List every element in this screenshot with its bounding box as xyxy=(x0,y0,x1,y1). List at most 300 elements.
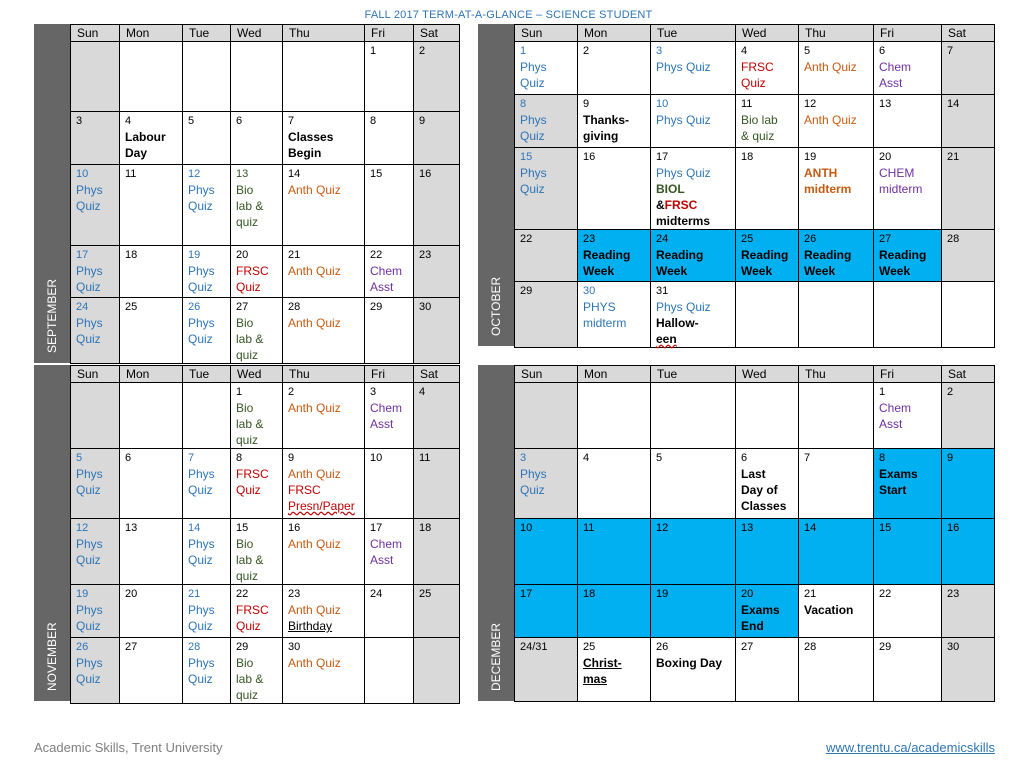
day-cell[interactable] xyxy=(283,246,365,298)
day-cell[interactable] xyxy=(578,519,651,585)
day-number: 30 xyxy=(583,285,596,297)
day-number: 18 xyxy=(583,588,596,600)
event-label: Asst xyxy=(879,76,903,90)
day-cell[interactable] xyxy=(414,585,460,638)
event-label: Chem xyxy=(370,537,403,551)
day-cell[interactable] xyxy=(365,112,414,165)
event-text xyxy=(583,263,645,279)
day-cell[interactable] xyxy=(942,95,995,148)
day-cell[interactable] xyxy=(414,383,460,449)
day-cell[interactable] xyxy=(283,112,365,165)
event-label: Asst xyxy=(370,417,394,431)
day-cell[interactable] xyxy=(799,449,874,519)
event-text xyxy=(879,247,936,263)
day-cell[interactable] xyxy=(183,383,231,449)
day-cell[interactable] xyxy=(874,638,942,702)
day-cell[interactable] xyxy=(874,449,942,519)
day-number: 8 xyxy=(520,98,527,110)
event-label: Phys xyxy=(76,603,103,617)
day-number: 9 xyxy=(419,115,426,127)
day-cell[interactable] xyxy=(231,246,283,298)
event-label: midterm xyxy=(879,182,923,196)
event-text xyxy=(188,552,225,568)
day-number: 6 xyxy=(236,115,243,127)
day-cell[interactable] xyxy=(515,383,578,449)
event-label: Anth Quiz xyxy=(288,656,341,670)
event-text xyxy=(879,482,936,498)
day-cell[interactable] xyxy=(874,148,942,230)
day-cell[interactable] xyxy=(231,42,283,112)
day-number: 27 xyxy=(125,641,138,653)
day-cell[interactable] xyxy=(120,42,183,112)
event-text xyxy=(879,400,936,416)
event-label: Phys xyxy=(188,183,215,197)
day-cell[interactable] xyxy=(365,449,414,519)
day-header: Tue xyxy=(183,366,231,383)
day-cell[interactable] xyxy=(71,246,120,298)
event-label: Anth Quiz xyxy=(288,467,341,481)
day-number: 4 xyxy=(583,452,590,464)
day-cell[interactable] xyxy=(651,519,736,585)
day-cell[interactable] xyxy=(799,42,874,95)
day-cell[interactable] xyxy=(231,638,283,704)
day-cell[interactable] xyxy=(283,42,365,112)
day-number: 27 xyxy=(879,233,892,245)
day-number: 30 xyxy=(947,641,960,653)
event-text xyxy=(741,59,793,75)
day-number: 16 xyxy=(419,168,432,180)
day-cell[interactable] xyxy=(799,148,874,230)
event-label: Phys xyxy=(520,113,547,127)
day-cell[interactable] xyxy=(414,246,460,298)
day-cell[interactable] xyxy=(515,282,578,348)
event-text xyxy=(288,263,359,279)
day-cell[interactable] xyxy=(231,112,283,165)
event-label: lab & xyxy=(236,332,264,346)
day-cell[interactable] xyxy=(942,42,995,95)
day-number: 24/31 xyxy=(520,641,548,653)
day-cell[interactable] xyxy=(736,42,799,95)
day-cell[interactable] xyxy=(515,638,578,702)
day-cell[interactable] xyxy=(283,298,365,364)
day-cell[interactable] xyxy=(414,519,460,585)
day-number: 19 xyxy=(188,249,201,261)
day-number: 27 xyxy=(236,301,249,313)
day-cell[interactable] xyxy=(283,585,365,638)
day-number: 9 xyxy=(583,98,590,110)
day-cell[interactable] xyxy=(231,519,283,585)
day-number: 11 xyxy=(125,168,137,180)
day-number: 26 xyxy=(656,641,669,653)
day-cell[interactable] xyxy=(71,165,120,246)
day-number: 8 xyxy=(370,115,377,127)
day-cell[interactable] xyxy=(874,282,942,348)
event-text xyxy=(76,655,114,671)
day-number: 2 xyxy=(288,386,295,398)
day-cell[interactable] xyxy=(365,383,414,449)
day-cell[interactable] xyxy=(71,383,120,449)
event-label: Week xyxy=(741,264,773,278)
day-cell[interactable] xyxy=(874,383,942,449)
day-number: 23 xyxy=(947,588,960,600)
event-label: Quiz xyxy=(76,672,101,686)
day-cell[interactable] xyxy=(120,585,183,638)
day-cell[interactable] xyxy=(515,230,578,282)
day-cell[interactable] xyxy=(231,449,283,519)
day-cell[interactable] xyxy=(183,585,231,638)
day-cell[interactable] xyxy=(515,519,578,585)
event-text xyxy=(804,602,868,618)
day-cell[interactable] xyxy=(736,148,799,230)
day-cell[interactable] xyxy=(183,519,231,585)
week-row xyxy=(515,230,995,282)
event-label: Phys xyxy=(76,183,103,197)
day-cell[interactable] xyxy=(651,638,736,702)
day-cell[interactable] xyxy=(515,148,578,230)
event-text xyxy=(741,128,793,144)
event-label: Phys xyxy=(520,60,547,74)
day-cell[interactable] xyxy=(283,165,365,246)
day-cell[interactable] xyxy=(71,42,120,112)
day-cell[interactable] xyxy=(71,449,120,519)
day-header: Sat xyxy=(942,366,995,383)
day-cell[interactable] xyxy=(71,585,120,638)
day-cell[interactable] xyxy=(578,638,651,702)
event-text xyxy=(520,75,572,91)
event-label: Boxing Day xyxy=(656,656,723,670)
day-cell[interactable] xyxy=(283,449,365,519)
event-label: quiz xyxy=(236,433,259,447)
day-cell[interactable] xyxy=(365,165,414,246)
event-text xyxy=(656,112,730,128)
day-number: 14 xyxy=(947,98,960,110)
day-number: 2 xyxy=(947,386,954,398)
day-number: 24 xyxy=(656,233,669,245)
day-cell[interactable] xyxy=(578,42,651,95)
day-cell[interactable] xyxy=(515,585,578,638)
week-row xyxy=(515,585,995,638)
event-label: Quiz xyxy=(520,76,545,90)
day-cell[interactable] xyxy=(120,165,183,246)
day-cell[interactable] xyxy=(231,165,283,246)
day-cell[interactable] xyxy=(874,585,942,638)
event-label: Anth Quiz xyxy=(804,113,857,127)
day-number: 28 xyxy=(804,641,817,653)
week-row xyxy=(71,165,460,246)
event-text xyxy=(236,536,277,552)
day-cell[interactable] xyxy=(799,95,874,148)
event-text xyxy=(76,552,114,568)
event-text xyxy=(188,279,225,295)
event-label: Exams xyxy=(879,467,918,481)
event-label: midterm xyxy=(583,316,627,330)
day-cell[interactable] xyxy=(183,165,231,246)
month-label xyxy=(34,365,70,701)
day-cell[interactable] xyxy=(365,638,414,704)
event-label: Day xyxy=(125,146,148,160)
day-number: 10 xyxy=(76,168,89,180)
day-cell[interactable] xyxy=(942,585,995,638)
day-cell[interactable] xyxy=(874,42,942,95)
day-cell[interactable] xyxy=(231,585,283,638)
day-cell[interactable] xyxy=(651,95,736,148)
day-cell[interactable] xyxy=(942,148,995,230)
day-cell[interactable] xyxy=(736,95,799,148)
day-cell[interactable] xyxy=(578,230,651,282)
day-cell[interactable] xyxy=(799,638,874,702)
event-label: Quiz xyxy=(188,199,213,213)
day-cell[interactable] xyxy=(578,585,651,638)
day-number: 13 xyxy=(741,522,754,534)
day-cell[interactable] xyxy=(414,449,460,519)
event-text xyxy=(583,671,645,687)
event-text xyxy=(76,182,114,198)
event-label: Phys xyxy=(76,537,103,551)
event-label: FRSC xyxy=(288,483,321,497)
day-cell[interactable] xyxy=(183,638,231,704)
event-label: Phys xyxy=(76,467,103,481)
day-cell[interactable] xyxy=(578,148,651,230)
day-cell[interactable] xyxy=(799,230,874,282)
event-label: Bio lab xyxy=(741,113,778,127)
day-cell[interactable] xyxy=(736,638,799,702)
day-cell[interactable] xyxy=(365,298,414,364)
day-cell[interactable] xyxy=(799,585,874,638)
day-cell[interactable] xyxy=(942,383,995,449)
event-text xyxy=(741,602,793,618)
event-text xyxy=(76,482,114,498)
day-number: 8 xyxy=(236,452,243,464)
day-cell[interactable] xyxy=(942,519,995,585)
day-cell[interactable] xyxy=(120,383,183,449)
day-number: 17 xyxy=(656,151,669,163)
event-text xyxy=(76,466,114,482)
day-cell[interactable] xyxy=(414,298,460,364)
day-number: 21 xyxy=(804,588,817,600)
day-cell[interactable] xyxy=(120,449,183,519)
day-cell[interactable] xyxy=(414,165,460,246)
event-text xyxy=(656,299,730,315)
day-cell[interactable] xyxy=(874,230,942,282)
event-text xyxy=(76,602,114,618)
day-cell[interactable] xyxy=(365,246,414,298)
week-row xyxy=(515,95,995,148)
day-number: 18 xyxy=(741,151,754,163)
day-cell[interactable] xyxy=(874,519,942,585)
day-cell[interactable] xyxy=(651,282,736,348)
day-cell[interactable] xyxy=(736,449,799,519)
day-cell[interactable] xyxy=(942,282,995,348)
day-cell[interactable] xyxy=(736,585,799,638)
day-cell[interactable] xyxy=(651,585,736,638)
event-text xyxy=(879,263,936,279)
event-text xyxy=(288,182,359,198)
month-table xyxy=(70,365,460,704)
event-label: quiz xyxy=(236,215,259,229)
event-text xyxy=(188,536,225,552)
day-cell[interactable] xyxy=(736,282,799,348)
event-text xyxy=(236,466,277,482)
event-text xyxy=(741,112,793,128)
day-cell[interactable] xyxy=(942,230,995,282)
day-cell[interactable] xyxy=(515,42,578,95)
event-label: Phys xyxy=(188,537,215,551)
day-cell[interactable] xyxy=(578,449,651,519)
day-header: Mon xyxy=(120,366,183,383)
day-cell[interactable] xyxy=(799,519,874,585)
day-cell[interactable] xyxy=(578,383,651,449)
day-cell[interactable] xyxy=(231,298,283,364)
event-text xyxy=(76,618,114,634)
day-number: 29 xyxy=(370,301,383,313)
day-cell[interactable] xyxy=(799,282,874,348)
day-number: 13 xyxy=(879,98,892,110)
event-text xyxy=(804,263,868,279)
event-label: FRSC xyxy=(236,603,269,617)
day-number: 17 xyxy=(76,249,89,261)
day-cell[interactable] xyxy=(71,298,120,364)
day-number: 25 xyxy=(419,588,432,600)
day-cell[interactable] xyxy=(515,95,578,148)
day-cell[interactable] xyxy=(578,282,651,348)
event-text xyxy=(236,400,277,416)
day-cell[interactable] xyxy=(651,148,736,230)
event-label: Anth Quiz xyxy=(804,60,857,74)
day-number: 1 xyxy=(520,45,527,57)
event-text xyxy=(741,466,793,482)
week-row xyxy=(515,148,995,230)
day-cell[interactable] xyxy=(515,449,578,519)
day-cell[interactable] xyxy=(183,449,231,519)
day-cell[interactable] xyxy=(414,112,460,165)
day-header: Fri xyxy=(365,366,414,383)
day-cell[interactable] xyxy=(651,42,736,95)
day-cell[interactable] xyxy=(283,638,365,704)
event-text xyxy=(188,618,225,634)
day-cell[interactable] xyxy=(365,519,414,585)
day-header: Thu xyxy=(799,25,874,42)
day-cell[interactable] xyxy=(651,383,736,449)
event-text xyxy=(236,331,277,347)
event-text xyxy=(76,331,114,347)
day-cell[interactable] xyxy=(578,95,651,148)
day-number: 11 xyxy=(583,522,595,534)
event-label: Phys xyxy=(76,316,103,330)
day-cell[interactable] xyxy=(120,519,183,585)
day-header: Sun xyxy=(71,366,120,383)
day-cell[interactable] xyxy=(120,246,183,298)
day-cell[interactable] xyxy=(283,383,365,449)
event-text xyxy=(804,165,868,181)
event-label: Quiz xyxy=(520,182,545,196)
day-cell[interactable] xyxy=(71,638,120,704)
day-cell[interactable] xyxy=(414,42,460,112)
event-label: Phys xyxy=(76,264,103,278)
day-header: Sun xyxy=(71,25,120,42)
event-text xyxy=(76,279,114,295)
day-cell[interactable] xyxy=(414,638,460,704)
day-cell[interactable] xyxy=(651,449,736,519)
day-header: Mon xyxy=(120,25,183,42)
day-number: 31 xyxy=(656,285,669,297)
day-header: Fri xyxy=(874,366,942,383)
day-number: 21 xyxy=(947,151,960,163)
day-cell[interactable] xyxy=(183,112,231,165)
day-cell[interactable] xyxy=(120,638,183,704)
day-cell[interactable] xyxy=(942,449,995,519)
day-number: 1 xyxy=(370,45,377,57)
event-label: quiz xyxy=(236,569,259,583)
week-row xyxy=(71,383,460,449)
day-cell[interactable] xyxy=(183,298,231,364)
event-text xyxy=(188,466,225,482)
event-text xyxy=(520,466,572,482)
day-cell[interactable] xyxy=(874,95,942,148)
day-number: 28 xyxy=(288,301,301,313)
event-text xyxy=(188,315,225,331)
day-number: 9 xyxy=(288,452,295,464)
day-cell[interactable] xyxy=(231,383,283,449)
event-label: Reading xyxy=(583,248,631,262)
event-label: Anth Quiz xyxy=(288,537,341,551)
day-cell[interactable] xyxy=(71,112,120,165)
week-row xyxy=(71,519,460,585)
day-cell[interactable] xyxy=(183,42,231,112)
day-number: 3 xyxy=(370,386,377,398)
day-cell[interactable] xyxy=(736,519,799,585)
day-cell[interactable] xyxy=(651,230,736,282)
day-cell[interactable] xyxy=(120,298,183,364)
event-label: Quiz xyxy=(76,483,101,497)
day-cell[interactable] xyxy=(183,246,231,298)
day-header: Thu xyxy=(799,366,874,383)
day-cell[interactable] xyxy=(736,230,799,282)
day-header: Sun xyxy=(515,25,578,42)
event-text xyxy=(236,671,277,687)
day-header: Wed xyxy=(231,366,283,383)
day-header: Thu xyxy=(283,366,365,383)
day-number: 22 xyxy=(370,249,383,261)
month-table xyxy=(70,24,460,364)
event-label: Classes xyxy=(741,499,787,513)
day-cell[interactable] xyxy=(365,585,414,638)
day-cell[interactable] xyxy=(120,112,183,165)
day-cell[interactable] xyxy=(283,519,365,585)
event-text xyxy=(879,59,936,75)
day-cell[interactable] xyxy=(736,383,799,449)
event-text xyxy=(804,247,868,263)
event-label: Phys xyxy=(520,166,547,180)
day-cell[interactable] xyxy=(365,42,414,112)
footer-link[interactable]: www.trentu.ca/academicskills xyxy=(825,740,995,755)
event-label: Quiz xyxy=(188,619,213,633)
day-number: 4 xyxy=(125,115,132,127)
event-text xyxy=(236,315,277,331)
event-text xyxy=(656,165,730,181)
event-label: mas xyxy=(583,672,608,686)
event-text xyxy=(288,536,359,552)
event-text xyxy=(656,181,730,197)
day-cell[interactable] xyxy=(799,383,874,449)
week-row xyxy=(515,638,995,702)
event-text xyxy=(656,315,730,331)
day-cell[interactable] xyxy=(71,519,120,585)
day-cell[interactable] xyxy=(942,638,995,702)
day-number: 5 xyxy=(76,452,83,464)
event-label: Asst xyxy=(370,280,394,294)
event-text xyxy=(370,263,408,279)
event-label: Anth Quiz xyxy=(288,264,341,278)
